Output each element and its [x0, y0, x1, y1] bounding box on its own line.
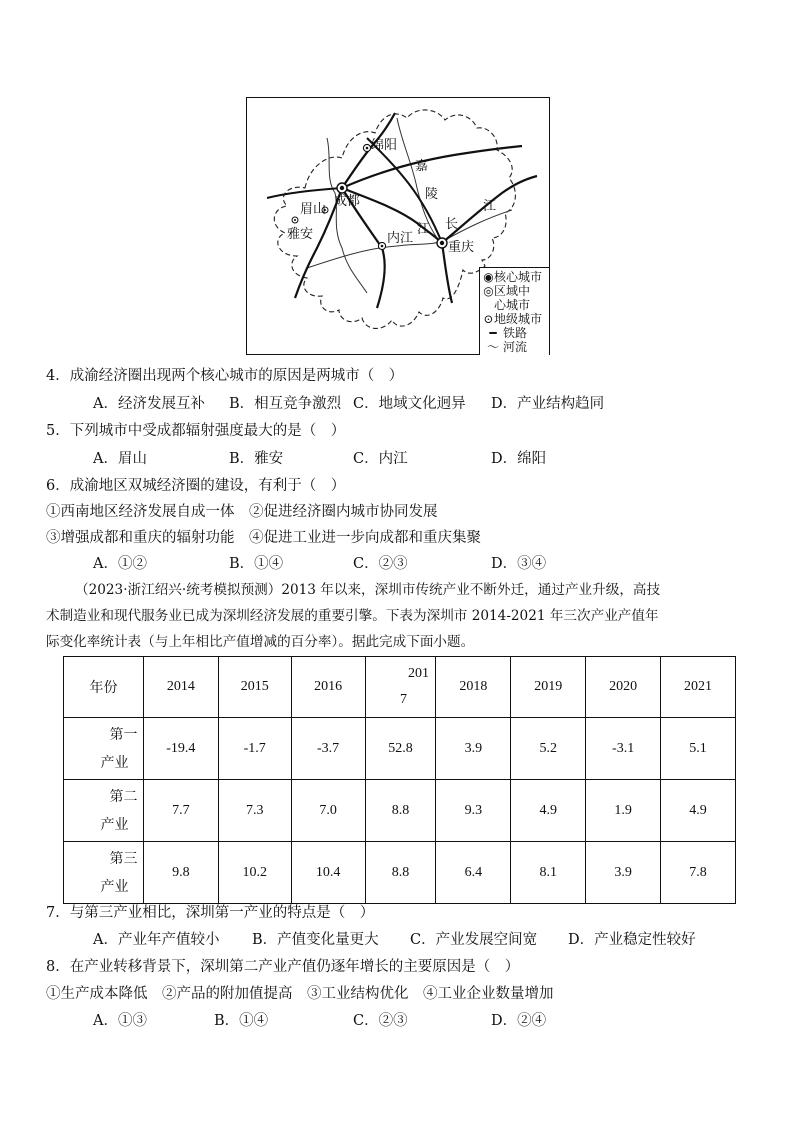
- industry-change-rate-table: [63, 656, 736, 904]
- header-year-2017: 201 7: [365, 657, 436, 718]
- intro-line-3: 际变化率统计表（与上年相比产值增减的百分率）。据此完成下面小题。: [46, 634, 475, 650]
- header-year-2020: 2020: [586, 657, 661, 718]
- table-cell: 7.3: [218, 780, 291, 842]
- q4-option-a: A．经济发展互补: [93, 396, 205, 412]
- q7-option-a: A．产业年产值较小: [93, 932, 220, 948]
- q6-option-d: D．③④: [491, 556, 547, 572]
- yaan-city-symbol: [292, 217, 298, 223]
- table-cell: 8.1: [511, 842, 586, 904]
- label-chang: 长: [445, 217, 459, 232]
- question-7-stem: 7．与第三产业相比，深圳第一产业的特点是（ ）: [46, 905, 375, 921]
- label-jiang-chang: 江: [483, 199, 497, 214]
- row-label-tertiary: 第三 产业: [64, 842, 144, 904]
- header-year-2015: 2015: [218, 657, 291, 718]
- question-5-stem: 5．下列城市中受成都辐射强度最大的是（ ）: [46, 423, 346, 439]
- q6-option-b: B．①④: [229, 556, 284, 572]
- header-year-2014: 2014: [143, 657, 218, 718]
- table-cell: 6.4: [436, 842, 511, 904]
- legend-regional-center: ◎区域中: [483, 284, 531, 298]
- q8-statements: ①生产成本降低 ②产品的附加值提高 ③工业结构优化 ④工业企业数量增加: [46, 986, 554, 1002]
- table-cell: 9.3: [436, 780, 511, 842]
- table-header-row: [64, 657, 736, 718]
- table-cell: 8.8: [365, 780, 436, 842]
- table-cell: 10.2: [218, 842, 291, 904]
- q5-option-c: C．内江: [353, 451, 408, 467]
- q6-option-a: A．①②: [93, 556, 147, 572]
- table-cell: 8.8: [365, 842, 436, 904]
- legend-railway: ━ 铁路: [483, 327, 527, 340]
- table-cell: -3.7: [291, 718, 365, 780]
- neijiang-center-city-symbol: [378, 242, 385, 249]
- table-row-tertiary: [64, 842, 736, 904]
- q4-option-c: C．地域文化迥异: [353, 396, 466, 412]
- q6-statements-2: ③增强成都和重庆的辐射功能 ④促进工业进一步向成都和重庆集聚: [46, 530, 481, 546]
- map-legend: [479, 267, 549, 355]
- legend-core-city: ◉核心城市: [483, 270, 543, 284]
- chongqing-core-city-symbol: [437, 238, 447, 248]
- q8-option-a: A．①③: [93, 1013, 147, 1029]
- header-year-2019: 2019: [511, 657, 586, 718]
- q8-option-c: C．②③: [353, 1013, 408, 1029]
- q4-option-d: D．产业结构趋同: [491, 396, 605, 412]
- q6-statements-1: ①西南地区经济发展自成一体 ②促进经济圈内城市协同发展: [46, 504, 438, 520]
- q5-option-b: B．雅安: [229, 451, 284, 467]
- table-cell: 7.8: [661, 842, 736, 904]
- table-cell: 1.9: [586, 780, 661, 842]
- label-ling: 陵: [425, 187, 439, 202]
- label-chengdu: 成都: [334, 194, 361, 209]
- label-jia: 嘉: [415, 159, 429, 174]
- label-meishan: 眉山: [300, 202, 327, 217]
- table-cell: 3.9: [436, 718, 511, 780]
- legend-regional-center-line2: 心城市: [494, 298, 531, 312]
- label-neijiang: 内江: [387, 231, 414, 246]
- q5-option-d: D．绵阳: [491, 451, 547, 467]
- legend-river: 〜 河流: [483, 341, 527, 354]
- q8-option-d: D．②④: [491, 1013, 547, 1029]
- label-mianyang: 绵阳: [371, 138, 398, 153]
- table-cell: 10.4: [291, 842, 365, 904]
- railway-icon: ━: [489, 326, 497, 340]
- table-cell: 4.9: [661, 780, 736, 842]
- q7-option-c: C．产业发展空间宽: [410, 932, 538, 948]
- row-label-secondary: 第二 产业: [64, 780, 144, 842]
- label-jiang-jialing: 江: [417, 222, 431, 237]
- table-cell: 7.7: [143, 780, 218, 842]
- prefecture-city-icon: ⊙: [483, 312, 494, 326]
- table-cell: -19.4: [143, 718, 218, 780]
- table-cell: -1.7: [218, 718, 291, 780]
- table-cell: 3.9: [586, 842, 661, 904]
- legend-prefecture-city: ⊙地级城市: [483, 312, 543, 326]
- regional-center-icon: ◎: [483, 284, 494, 298]
- intro-line-1: （2023·浙江绍兴·统考模拟预测）2013 年以来，深圳市传统产业不断外迁，通过产业升级，高技: [75, 582, 661, 598]
- river-icon: 〜: [486, 340, 499, 354]
- q8-option-b: B．①④: [214, 1013, 269, 1029]
- table-row-primary: [64, 718, 736, 780]
- label-chongqing: 重庆: [448, 240, 475, 255]
- question-6-stem: 6．成渝地区双城经济圈的建设，有利于（ ）: [46, 478, 346, 494]
- table-row-secondary: [64, 780, 736, 842]
- header-year-2016: 2016: [291, 657, 365, 718]
- table-cell: 7.0: [291, 780, 365, 842]
- header-year-label: 年份: [64, 657, 144, 718]
- header-year-2018: 2018: [436, 657, 511, 718]
- table-cell: 5.2: [511, 718, 586, 780]
- table-cell: 5.1: [661, 718, 736, 780]
- row-label-primary: 第一 产业: [64, 718, 144, 780]
- mianyang-center-city-symbol: [363, 144, 370, 151]
- question-4-stem: 4．成渝经济圈出现两个核心城市的原因是两城市（ ）: [46, 368, 404, 384]
- q7-option-b: B．产值变化量更大: [252, 932, 379, 948]
- q7-option-d: D．产业稳定性较好: [568, 932, 696, 948]
- intro-line-2: 术制造业和现代服务业已成为深圳经济发展的重要引擎。下表为深圳市 2014-2021 年三次产业产值年: [46, 608, 659, 624]
- chengyu-economic-circle-map: [246, 97, 550, 355]
- table-cell: 4.9: [511, 780, 586, 842]
- table-cell: 9.8: [143, 842, 218, 904]
- table-cell: 52.8: [365, 718, 436, 780]
- label-yaan: 雅安: [287, 227, 314, 242]
- railway-west: [267, 188, 342, 198]
- q5-option-a: A．眉山: [93, 451, 147, 467]
- table-cell: -3.1: [586, 718, 661, 780]
- core-city-icon: ◉: [483, 270, 494, 284]
- question-8-stem: 8．在产业转移背景下，深圳第二产业产值仍逐年增长的主要原因是（ ）: [46, 959, 520, 975]
- header-year-2021: 2021: [661, 657, 736, 718]
- q6-option-c: C．②③: [353, 556, 408, 572]
- q4-option-b: B．相互竞争激烈: [229, 396, 342, 412]
- chengdu-core-city-symbol: [337, 183, 347, 193]
- railway-northeast: [342, 146, 522, 188]
